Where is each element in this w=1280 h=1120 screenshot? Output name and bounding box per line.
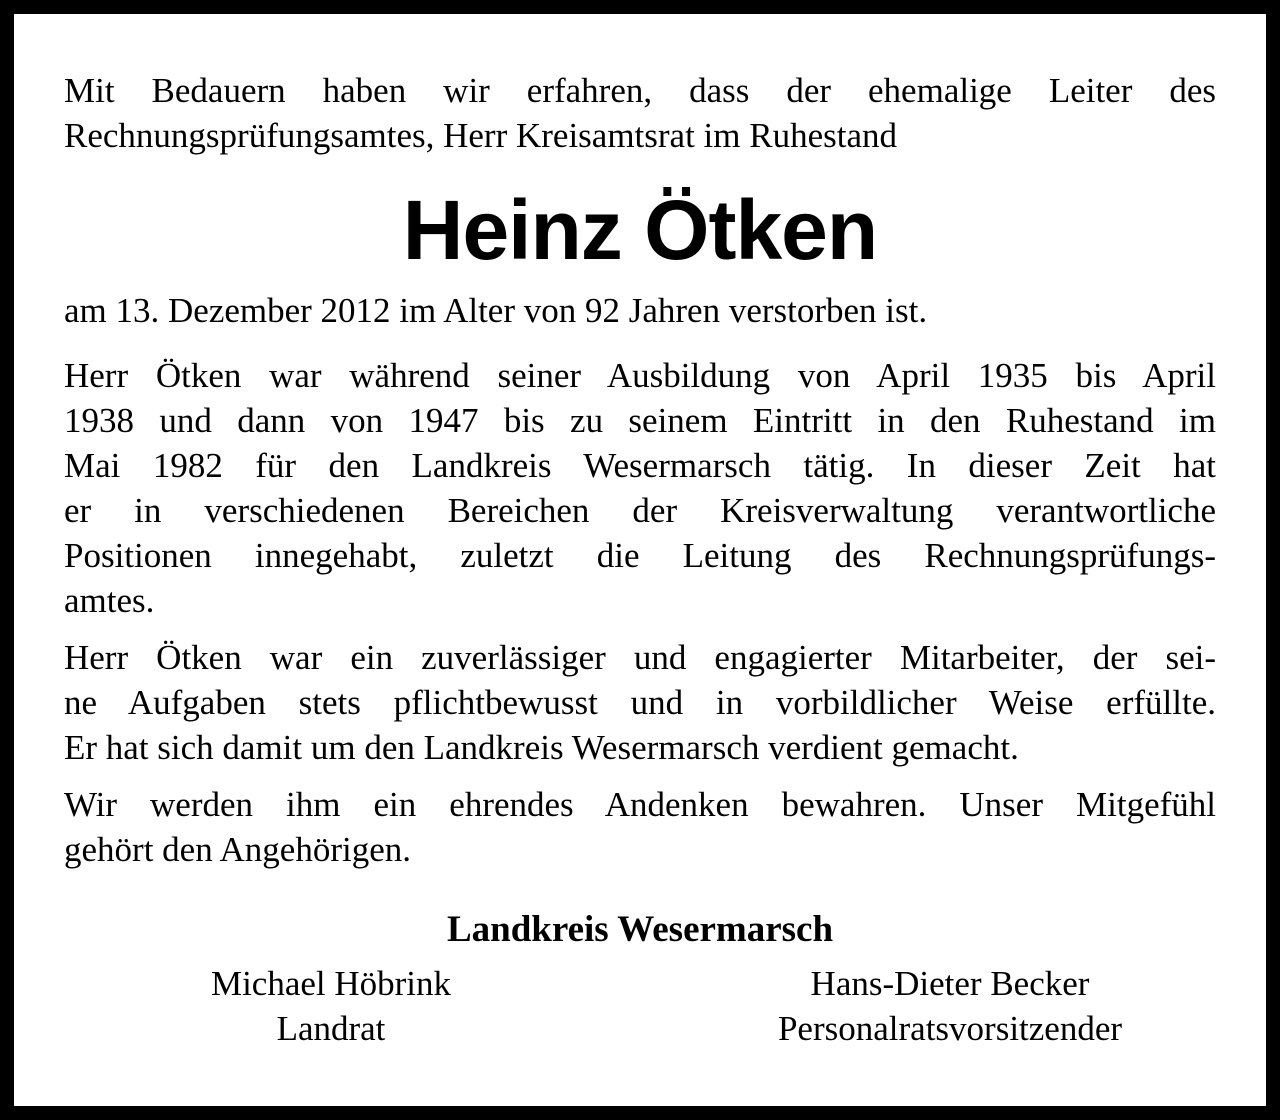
signer-name: Hans-Dieter Becker [810,964,1090,1003]
tribute-line: Er hat sich damit um den Landkreis Wesermarsch verdient gemacht. [64,728,1019,767]
notice-frame [14,14,1266,1106]
signer-title: Landrat [276,1009,386,1048]
death-notice [64,288,1216,333]
intro-line: Mit Bedauern haben wir erfahren, dass der ehemalige Leiter des [64,71,1216,110]
career-line: Herr Ötken war während seiner Ausbildung von April 1935 bis April [64,356,1216,395]
tribute-line: Herr Ötken war ein zuverlässiger und engagierter Mitarbeiter, der sei- [64,638,1216,677]
organization-name: Landkreis Wesermarsch [446,909,834,950]
closing-paragraph [64,782,1216,872]
death-notice-line: am 13. Dezember 2012 im Alter von 92 Jahren verstorben ist. [64,291,928,330]
signer-title: Personalratsvorsitzender [777,1009,1123,1048]
closing-line: gehört den Angehörigen. [64,830,411,869]
obituary-notice [64,68,1216,1057]
career-line: Positionen innegehabt, zuletzt die Leitung des Rechnungsprüfungs- [64,536,1216,575]
tribute-line: ne Aufgaben stets pflichtbewusst und in vorbildlicher Weise erfüllte. [64,683,1216,722]
career-line: er in verschiedenen Bereichen der Kreisverwaltung verantwortliche [64,491,1216,530]
closing-line: Wir werden ihm ein ehrendes Andenken bewahren. Unser Mitgefühl [64,785,1216,824]
signatories [64,961,1216,1057]
deceased-name: Heinz Ötken [402,183,878,277]
career-line: amtes. [64,581,155,620]
signer-personalrat [700,961,1200,1051]
career-paragraph [64,353,1216,623]
signer-name: Michael Höbrink [210,964,452,1003]
tribute-paragraph [64,635,1216,770]
career-line: Mai 1982 für den Landkreis Wesermarsch tätig. In dieser Zeit hat [64,446,1216,485]
intro-paragraph [64,68,1216,158]
intro-line: Rechnungsprüfungsamtes, Herr Kreisamtsrat im Ruhestand [64,116,898,155]
career-line: 1938 und dann von 1947 bis zu seinem Eintritt in den Ruhestand im [64,401,1216,440]
signer-landrat [81,961,581,1051]
